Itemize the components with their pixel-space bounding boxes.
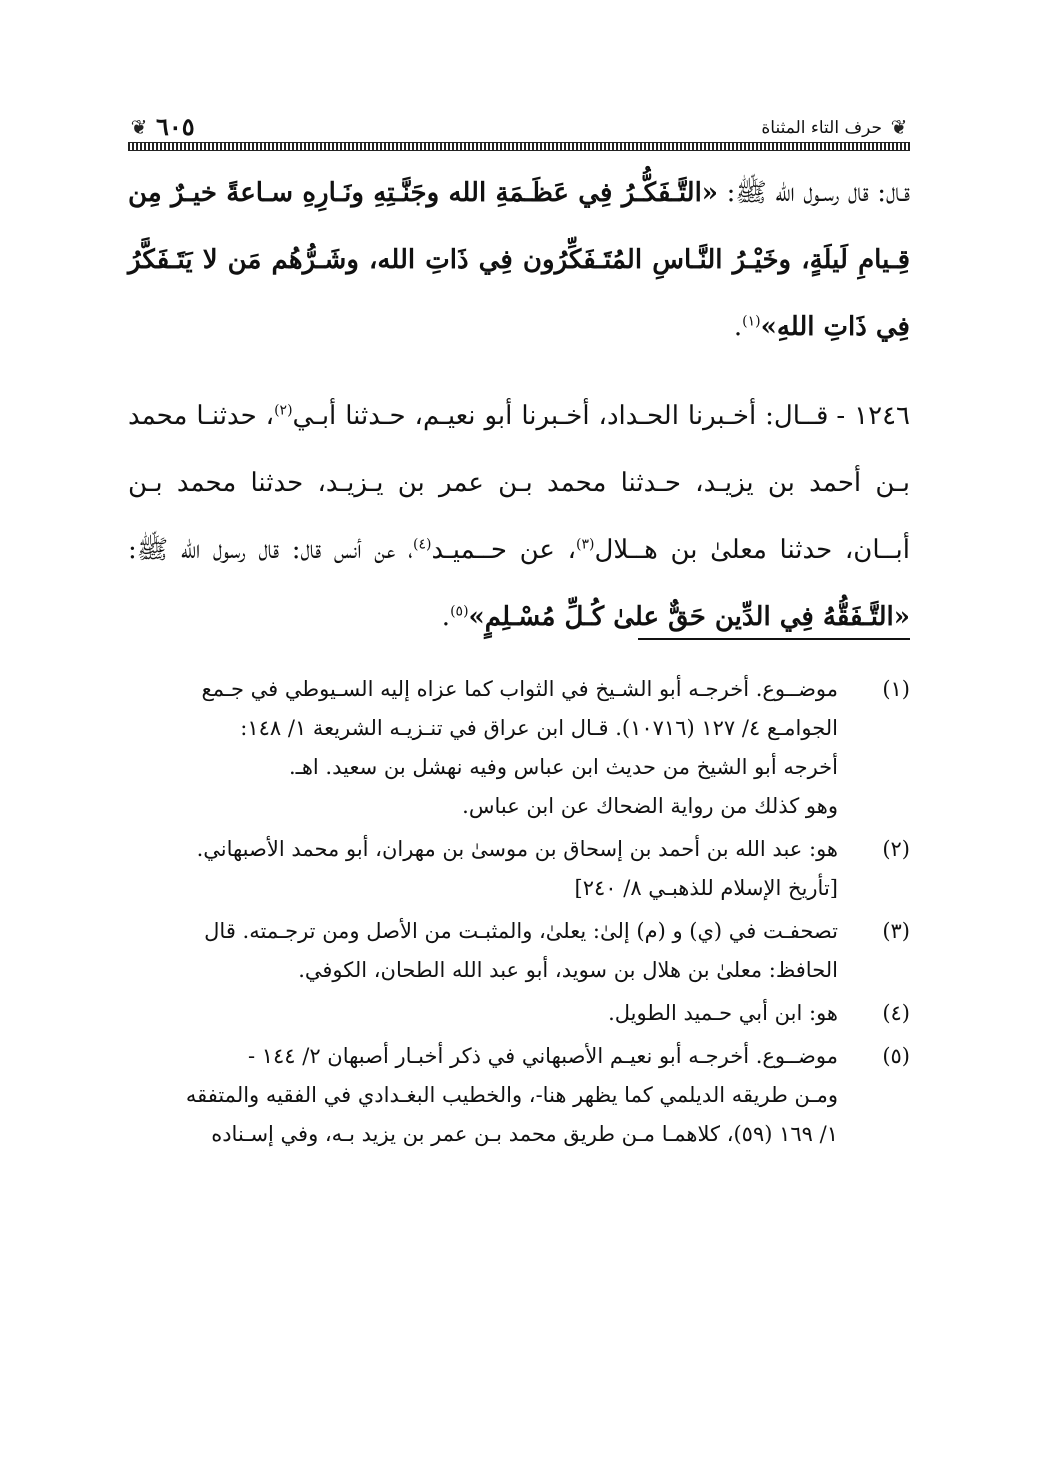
footnote-line: تصحفـت في (ي) و (م) إلىٰ: يعلىٰ، والمثبـت من الأصل ومن ترجـمته. قال [204,919,838,943]
main-text [128,160,910,651]
footnote-line: الجوامـع ٤/ ١٢٧ (١٠٧١٦). قـال ابن عراق في تنـزيـه الشريعة ١/ ١٤٨: [240,716,838,740]
isnad-text: ، عن حــميـد [431,535,576,565]
ornament-icon: ❦ [130,115,148,139]
footnote-ref[interactable]: (٥) [450,603,469,620]
footnote-line: هو: ابن أبي حـميد الطويل. [608,1001,838,1025]
footnote [128,1037,910,1154]
footnote-divider [638,638,910,640]
ornament-icon: ❦ [890,115,908,139]
paragraph-hadith-1 [128,160,910,361]
footnote-number: (١) [882,677,910,701]
footnote-ref[interactable]: (٢) [274,402,293,419]
footnote-line: الحافظ: معلىٰ بن هلال بن سويد، أبو عبد الله الطحان، الكوفي. [298,958,838,982]
footnote-line: هو: عبد الله بن أحمد بن إسحاق بن موسىٰ بن مهران، أبو محمد الأصبهاني. [196,837,838,861]
footnote-line: ومـن طريقه الديلمي كما يظهر هنا-، والخطيب البغـدادي في الفقيه والمتفقه [185,1083,838,1107]
page-header [128,108,910,150]
footnote-number: (٤) [882,1001,910,1025]
header-rule [128,142,910,151]
isnad-text: ، حدثنـا محمد بـن أحمد بن يزيـد، حـدثنا محمد بـن عمر بن يـزيـد، حدثنا محمد بـن أبــان، حدثنا معلىٰ بن هــلال [128,401,910,565]
paragraph-hadith-1246 [128,383,910,651]
paragraph-end: . [733,312,743,342]
hadith-number: ١٢٤٦ - [836,401,910,431]
footnote [128,830,910,908]
hadith-quote: «التَّـفَقُّهُ فِي الدِّين حَقٌّ علىٰ كُـلِّ مُسْـلِمٍ» [468,602,910,632]
isnad-text: ، عن أنس قال: قال رسول الله ﷺ: [128,535,414,565]
footnote-number: (٢) [882,837,910,861]
footnote-number: (٥) [882,1044,910,1068]
footnote-line: ١/ ١٦٩ (٥٩)، كلاهمـا مـن طريق محمد بـن عمر بن يزيد بـه، وفي إسـناده [211,1122,838,1146]
hadith-quote: «التَّـفَكُّـرُ فِي عَظَـمَةِ الله وجَنَّـتِهِ ونَـارِهِ سـاعةً خيـرٌ مِن قِـيامِ لَيلَةٍ، وخَيْـرُ النَّـاسِ المُتَـفَكِّرُون فِي ذَاتِ الله، وشَـرُّهُم مَن لا يَتَـفَكَّرُ فِي ذَاتِ اللهِ» [128,178,910,342]
footnote-line: وهو كذلك من رواية الضحاك عن ابن عباس. [462,794,838,818]
paragraph-intro: قـال: قال رسـول الله ﷺ: [718,178,910,208]
footnote [128,912,910,990]
footnote-ref[interactable]: (١) [742,313,761,330]
footnotes [128,670,910,1158]
page-number: ٦٠٥ [156,112,195,141]
footnote-line: موضــوع. أخرجـه أبو الشـيخ في الثواب كما عزاه إليه السـيوطي في جـمع [201,677,838,701]
isnad-text: قــال: أخـبرنا الحـداد، أخـبرنا أبو نعيـم، حـدثنا أبـي [292,401,829,431]
footnote-ref[interactable]: (٣) [575,536,595,553]
footnote [128,670,910,826]
chapter-title: حرف التاء المثناة [761,118,882,138]
footnote-line: أخرجه أبو الشيخ من حديث ابن عباس وفيه نهشل بن سعيد. اهـ. [289,755,838,779]
footnote-ref[interactable]: (٤) [413,536,432,553]
footnote-line: [تأريخ الإسلام للذهبـي ٨/ ٢٤٠] [574,876,838,900]
footnote-line: موضــوع. أخرجـه أبو نعيـم الأصبهاني في ذكر أخبـار أصبهان ٢/ ١٤٤ - [247,1044,838,1068]
paragraph-end: . [441,602,451,632]
footnote-number: (٣) [882,919,910,943]
footnote [128,994,910,1033]
